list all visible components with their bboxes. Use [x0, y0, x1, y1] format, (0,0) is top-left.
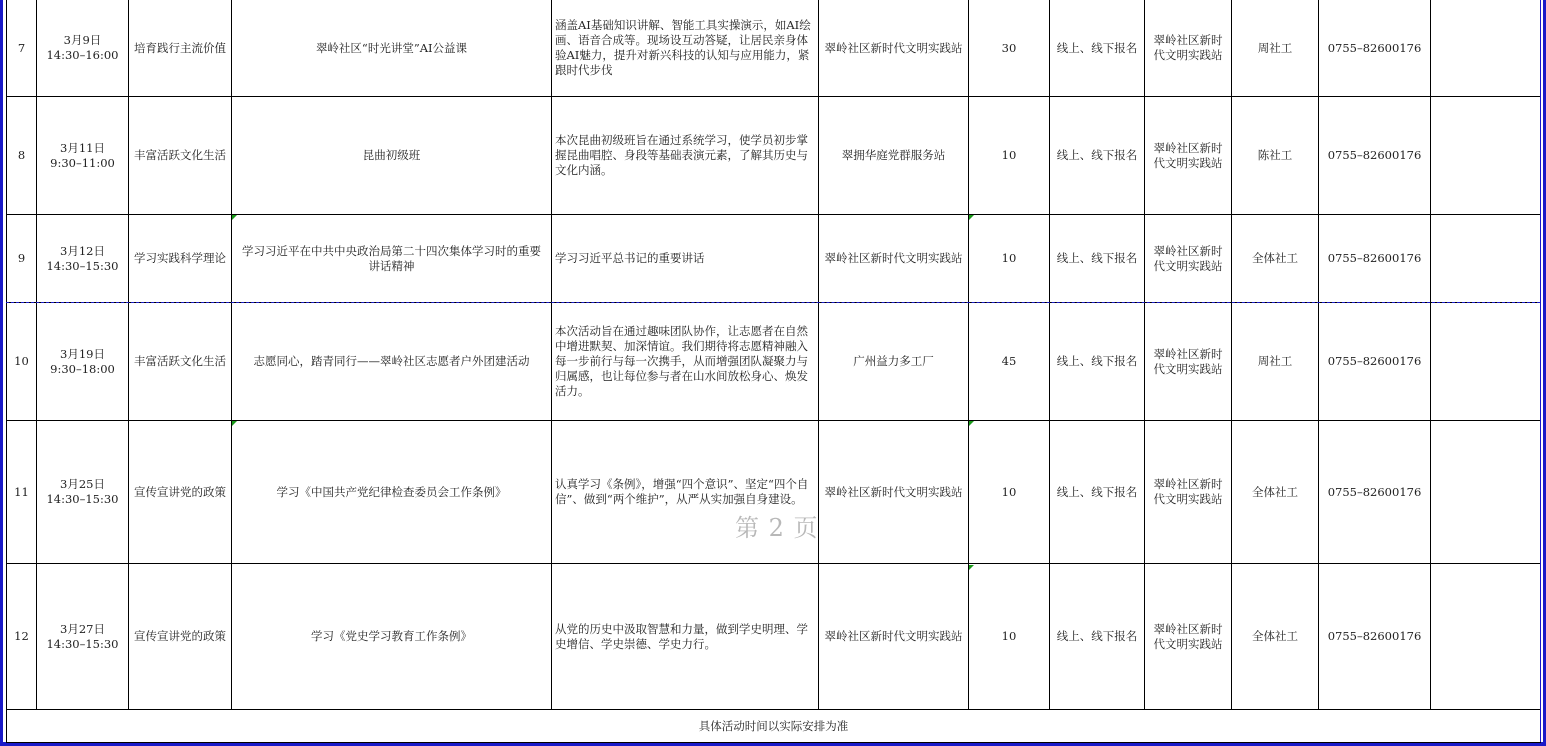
- row-number-cell[interactable]: 7: [7, 0, 37, 97]
- footer-note-cell[interactable]: 具体活动时间以实际安排为准: [7, 710, 1541, 743]
- participant-count-cell[interactable]: 45: [969, 303, 1050, 421]
- table-row[interactable]: [7, 215, 1541, 303]
- category-cell[interactable]: 宣传宣讲党的政策: [129, 564, 232, 710]
- note-cell[interactable]: [1431, 421, 1541, 564]
- date-time-cell[interactable]: [37, 421, 129, 564]
- row-number-cell[interactable]: 9: [7, 215, 37, 303]
- table-row[interactable]: [7, 564, 1541, 710]
- participant-count-cell[interactable]: 10: [969, 215, 1050, 303]
- signup-method-cell[interactable]: 线上、线下报名: [1050, 97, 1145, 215]
- contact-person-cell[interactable]: 周社工: [1232, 303, 1319, 421]
- signup-method-cell[interactable]: 线上、线下报名: [1050, 421, 1145, 564]
- contact-person-cell[interactable]: 全体社工: [1232, 564, 1319, 710]
- organizer-cell[interactable]: 翠岭社区新时代文明实践站: [1145, 97, 1232, 215]
- date-time-cell[interactable]: [37, 303, 129, 421]
- organizer-cell[interactable]: 翠岭社区新时代文明实践站: [1145, 0, 1232, 97]
- note-cell[interactable]: [1431, 564, 1541, 710]
- date-text: 3月25日: [60, 477, 105, 491]
- time-text: 14:30–15:30: [46, 492, 119, 506]
- comment-marker-icon: [969, 421, 974, 426]
- organizer-cell[interactable]: 翠岭社区新时代文明实践站: [1145, 421, 1232, 564]
- participant-count-cell[interactable]: 10: [969, 421, 1050, 564]
- activity-title-cell[interactable]: 志愿同心，踏青同行——翠岭社区志愿者户外团建活动: [232, 303, 552, 421]
- participant-count-cell[interactable]: 10: [969, 97, 1050, 215]
- phone-cell[interactable]: 0755–82600176: [1319, 215, 1431, 303]
- phone-cell[interactable]: 0755–82600176: [1319, 564, 1431, 710]
- comment-marker-icon: [232, 421, 237, 426]
- vertical-page-break-line: [1540, 0, 1541, 742]
- category-cell[interactable]: 丰富活跃文化生活: [129, 97, 232, 215]
- signup-method-cell[interactable]: 线上、线下报名: [1050, 215, 1145, 303]
- date-text: 3月11日: [60, 140, 105, 155]
- time-text: 9:30–11:00: [50, 155, 115, 170]
- participant-count-cell[interactable]: 30: [969, 0, 1050, 97]
- category-cell[interactable]: 宣传宣讲党的政策: [129, 421, 232, 564]
- contact-person-cell[interactable]: 全体社工: [1232, 215, 1319, 303]
- organizer-cell[interactable]: 翠岭社区新时代文明实践站: [1145, 215, 1232, 303]
- note-cell[interactable]: [1431, 215, 1541, 303]
- date-text: 3月9日: [63, 33, 102, 47]
- row-number-cell[interactable]: 10: [7, 303, 37, 421]
- time-text: 14:30–16:00: [46, 48, 119, 62]
- activity-title-cell[interactable]: 学习《党史学习教育工作条例》: [232, 564, 552, 710]
- table-body: [7, 0, 1541, 743]
- date-time-cell[interactable]: [37, 0, 129, 97]
- phone-cell[interactable]: 0755–82600176: [1319, 303, 1431, 421]
- date-text: 3月27日: [60, 621, 105, 636]
- table-row[interactable]: [7, 0, 1541, 97]
- activity-title-cell[interactable]: 昆曲初级班: [232, 97, 552, 215]
- row-number-cell[interactable]: 12: [7, 564, 37, 710]
- venue-cell[interactable]: 翠岭社区新时代文明实践站: [819, 0, 969, 97]
- venue-cell[interactable]: 翠岭社区新时代文明实践站: [819, 421, 969, 564]
- date-time-cell[interactable]: [37, 215, 129, 303]
- row-number-cell[interactable]: 8: [7, 97, 37, 215]
- activity-content-cell[interactable]: 涵盖AI基础知识讲解、智能工具实操演示，如AI绘画、语音合成等。现场设互动答疑，让居民亲身体验AI魅力，提升对新兴科技的认知与应用能力，紧跟时代步伐: [552, 0, 819, 97]
- activity-content-cell[interactable]: 本次昆曲初级班旨在通过系统学习，使学员初步掌握昆曲唱腔、身段等基础表演元素，了解其历史与文化内涵。: [552, 97, 819, 215]
- participant-count-cell[interactable]: 10: [969, 564, 1050, 710]
- table-row[interactable]: [7, 303, 1541, 421]
- category-cell[interactable]: 培育践行主流价值: [129, 0, 232, 97]
- category-cell[interactable]: 学习实践科学理论: [129, 215, 232, 303]
- contact-person-cell[interactable]: 陈社工: [1232, 97, 1319, 215]
- organizer-cell[interactable]: 翠岭社区新时代文明实践站: [1145, 303, 1232, 421]
- signup-method-cell[interactable]: 线上、线下报名: [1050, 303, 1145, 421]
- time-text: 14:30–15:30: [46, 636, 119, 651]
- venue-cell[interactable]: 翠岭社区新时代文明实践站: [819, 215, 969, 303]
- venue-cell[interactable]: 广州益力多工厂: [819, 303, 969, 421]
- organizer-cell[interactable]: 翠岭社区新时代文明实践站: [1145, 564, 1232, 710]
- comment-marker-icon: [969, 215, 974, 220]
- activity-title-cell[interactable]: 学习习近平在中共中央政治局第二十四次集体学习时的重要讲话精神: [232, 215, 552, 303]
- table-row[interactable]: [7, 97, 1541, 215]
- comment-marker-icon: [232, 215, 237, 220]
- venue-cell[interactable]: 翠拥华庭党群服务站: [819, 97, 969, 215]
- date-text: 3月19日: [60, 346, 105, 361]
- venue-cell[interactable]: 翠岭社区新时代文明实践站: [819, 564, 969, 710]
- contact-person-cell[interactable]: 周社工: [1232, 0, 1319, 97]
- comment-marker-icon: [969, 565, 974, 570]
- phone-cell[interactable]: 0755–82600176: [1319, 421, 1431, 564]
- row-number-cell[interactable]: 11: [7, 421, 37, 564]
- contact-person-cell[interactable]: 全体社工: [1232, 421, 1319, 564]
- page-break-line: [6, 302, 1540, 303]
- signup-method-cell[interactable]: 线上、线下报名: [1050, 0, 1145, 97]
- activity-title-cell[interactable]: 学习《中国共产党纪律检查委员会工作条例》: [232, 421, 552, 564]
- time-text: 14:30–15:30: [46, 258, 119, 273]
- date-time-cell[interactable]: [37, 564, 129, 710]
- phone-cell[interactable]: 0755–82600176: [1319, 97, 1431, 215]
- date-text: 3月12日: [60, 243, 105, 258]
- phone-cell[interactable]: 0755–82600176: [1319, 0, 1431, 97]
- date-time-cell[interactable]: [37, 97, 129, 215]
- category-cell[interactable]: 丰富活跃文化生活: [129, 303, 232, 421]
- footer-row: [7, 710, 1541, 743]
- page-number-watermark: 第 2 页: [735, 514, 819, 542]
- signup-method-cell[interactable]: 线上、线下报名: [1050, 564, 1145, 710]
- activity-content-cell[interactable]: 学习习近平总书记的重要讲话: [552, 215, 819, 303]
- note-cell[interactable]: [1431, 0, 1541, 97]
- note-cell[interactable]: [1431, 97, 1541, 215]
- note-cell[interactable]: [1431, 303, 1541, 421]
- activity-content-cell[interactable]: 认真学习《条例》，增强“四个意识”、坚定“四个自信”、做到“两个维护”，从严从实加强自身建设。: [552, 421, 819, 564]
- activity-schedule-table: [6, 0, 1541, 743]
- activity-title-cell[interactable]: 翠岭社区“时光讲堂”AI公益课: [232, 0, 552, 97]
- time-text: 9:30–18:00: [50, 361, 115, 376]
- activity-content-cell[interactable]: 从党的历史中汲取智慧和力量，做到学史明理、学史增信、学史崇德、学史力行。: [552, 564, 819, 710]
- activity-content-cell[interactable]: 本次活动旨在通过趣味团队协作，让志愿者在自然中增进默契、加深情谊。我们期待将志愿精神融入每一步前行与每一次携手，从而增强团队凝聚力与归属感，也让每位参与者在山水间放松身心、焕发活力。: [552, 303, 819, 421]
